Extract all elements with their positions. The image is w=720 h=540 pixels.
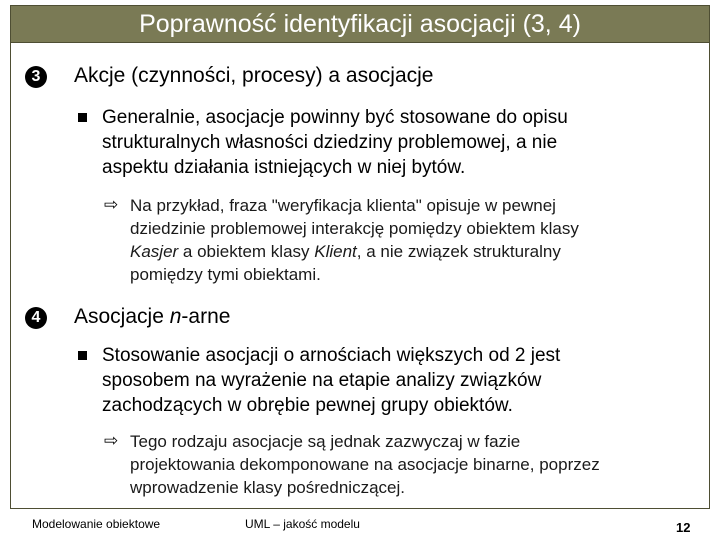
heading-italic-n: n bbox=[169, 305, 182, 328]
example-line bbox=[130, 240, 705, 263]
number-4-badge-icon: 4 bbox=[25, 307, 47, 329]
title-bar bbox=[10, 5, 710, 43]
section-4-point-text bbox=[102, 343, 702, 418]
section-3-example-text bbox=[130, 194, 705, 286]
section-3-heading: Akcje (czynności, procesy) a asocjacje bbox=[74, 64, 434, 87]
footer-course-name: Modelowanie obiektowe bbox=[32, 517, 161, 531]
number-3-badge-icon: 3 bbox=[25, 66, 47, 88]
class-name-klient: Klient bbox=[314, 242, 357, 261]
example-line: Tego rodzaju asocjacje są jednak zazwyczaj w fazie bbox=[130, 432, 521, 451]
hollow-arrow-icon: ⇨ bbox=[104, 195, 119, 214]
heading-fragment: -arne bbox=[181, 305, 231, 328]
example-fragment: a obiektem klasy bbox=[178, 242, 315, 261]
example-line: Na przykład, fraza "weryfikacja klienta" opisuje w pewnej bbox=[130, 196, 556, 215]
point-line: strukturalnych własności dziedziny problemowej, a nie bbox=[102, 132, 558, 153]
example-line: pomiędzy tymi obiektami. bbox=[130, 265, 321, 284]
heading-fragment: Asocjacje bbox=[74, 305, 170, 328]
section-4-example-text bbox=[130, 430, 705, 499]
example-fragment: , a nie związek strukturalny bbox=[356, 242, 561, 261]
example-line: projektowania dekomponowane na asocjacje binarne, poprzez bbox=[130, 455, 600, 474]
section-3-point-text bbox=[102, 105, 702, 180]
section-4-heading bbox=[74, 305, 230, 329]
example-line: dziedzinie problemowej interakcję pomiędzy obiektem klasy bbox=[130, 219, 579, 238]
point-line: sposobem na wyrażenie na etapie analizy związków bbox=[102, 370, 542, 391]
point-line: Generalnie, asocjacje powinny być stosowane do opisu bbox=[102, 107, 568, 128]
class-name-kasjer: Kasjer bbox=[130, 242, 179, 261]
page-number: 12 bbox=[676, 520, 691, 535]
point-line: Stosowanie asocjacji o arnościach większych od 2 jest bbox=[102, 345, 561, 366]
hollow-arrow-icon: ⇨ bbox=[104, 431, 119, 450]
slide-title: Poprawność identyfikacji asocjacji (3, 4) bbox=[139, 9, 581, 38]
footer-topic: UML – jakość modelu bbox=[245, 517, 360, 531]
square-bullet-icon bbox=[78, 113, 87, 122]
example-line: wprowadzenie klasy pośredniczącej. bbox=[130, 478, 405, 497]
point-line: aspektu działania istniejących w niej bytów. bbox=[102, 157, 466, 178]
point-line: zachodzących w obrębie pewnej grupy obiektów. bbox=[102, 395, 513, 416]
square-bullet-icon bbox=[78, 351, 87, 360]
